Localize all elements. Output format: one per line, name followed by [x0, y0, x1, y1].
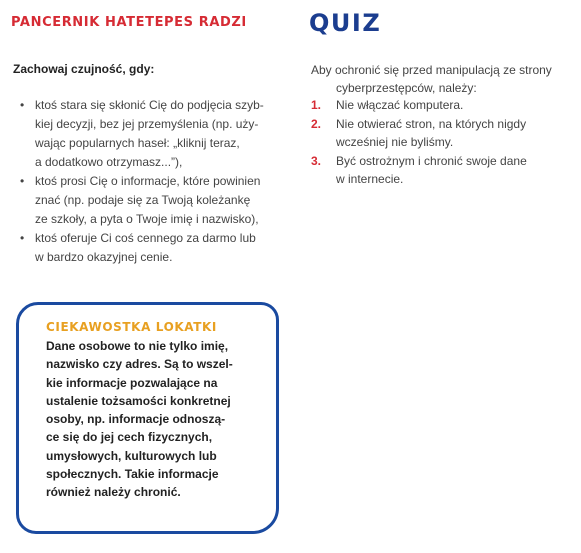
advice-heading: PANCERNIK HATETEPES RADZI [11, 15, 247, 30]
fact-line: nazwisko czy adres. Są to wszel- [46, 357, 233, 372]
quiz-answer-2[interactable] [311, 115, 576, 151]
bullet-icon: • [20, 98, 25, 112]
answer-number: 1. [311, 98, 322, 112]
answer-text: wcześniej nie byliśmy. [336, 135, 454, 149]
fact-line: osoby, np. informacje odnoszą- [46, 412, 226, 427]
list-item-line: ktoś prosi Cię o informacje, które powinien [35, 174, 261, 188]
quiz-answer-3[interactable] [311, 152, 576, 188]
advice-intro: Zachowaj czujność, gdy: [13, 62, 155, 76]
bullet-icon: • [20, 231, 25, 245]
fact-line: społecznych. Takie informacje [46, 467, 219, 482]
list-item-line: kiej decyzji, bez jej przemyślenia (np. uży- [35, 117, 259, 131]
fact-line: ce się do jej cech fizycznych, [46, 430, 213, 445]
answer-text: Nie włączać komputera. [336, 98, 464, 112]
fact-line: Dane osobowe to nie tylko imię, [46, 339, 229, 353]
quiz-question-line: cyberprzestępców, należy: [336, 81, 477, 95]
fact-line: kie informacje pozwalające na [46, 375, 218, 390]
quiz-answer-1[interactable] [311, 96, 576, 114]
fact-heading: CIEKAWOSTKA LOKATKI [46, 320, 217, 334]
list-item [18, 172, 290, 229]
list-item-line: znać (np. podaje się za Twoją koleżankę [35, 193, 251, 207]
answer-number: 2. [311, 117, 322, 131]
answer-text: Nie otwierać stron, na których nigdy [336, 117, 527, 131]
bullet-icon: • [20, 174, 25, 188]
fact-line: ustalenie tożsamości konkretnej [46, 393, 231, 408]
list-item-line: ktoś stara się skłonić Cię do podjęcia szyb- [35, 98, 264, 112]
answer-text: w internecie. [336, 172, 404, 186]
answer-text: Być ostrożnym i chronić swoje dane [336, 154, 527, 168]
fact-line: umysłowych, kulturowych lub [46, 448, 217, 463]
list-item-line: ze szkoły, a pyta o Twoje imię i nazwisko), [35, 212, 259, 226]
answer-number: 3. [311, 154, 322, 168]
list-item-line: a dodatkowo otrzymasz...”), [35, 155, 183, 169]
list-item-line: w bardzo okazyjnej cenie. [35, 250, 173, 264]
list-item [18, 229, 290, 267]
quiz-title: QUIZ [309, 9, 382, 37]
warning-list [18, 96, 290, 267]
list-item-line: wając popularnych haseł: „kliknij teraz, [35, 136, 240, 150]
list-item-line: ktoś oferuje Ci coś cennego za darmo lub [35, 231, 256, 245]
quiz-question [311, 61, 571, 97]
fact-text [46, 337, 266, 502]
list-item [18, 96, 290, 172]
fact-line: również należy chronić. [46, 485, 181, 500]
quiz-answers [311, 96, 576, 189]
quiz-question-line: Aby ochronić się przed manipulacją ze strony [311, 63, 552, 77]
